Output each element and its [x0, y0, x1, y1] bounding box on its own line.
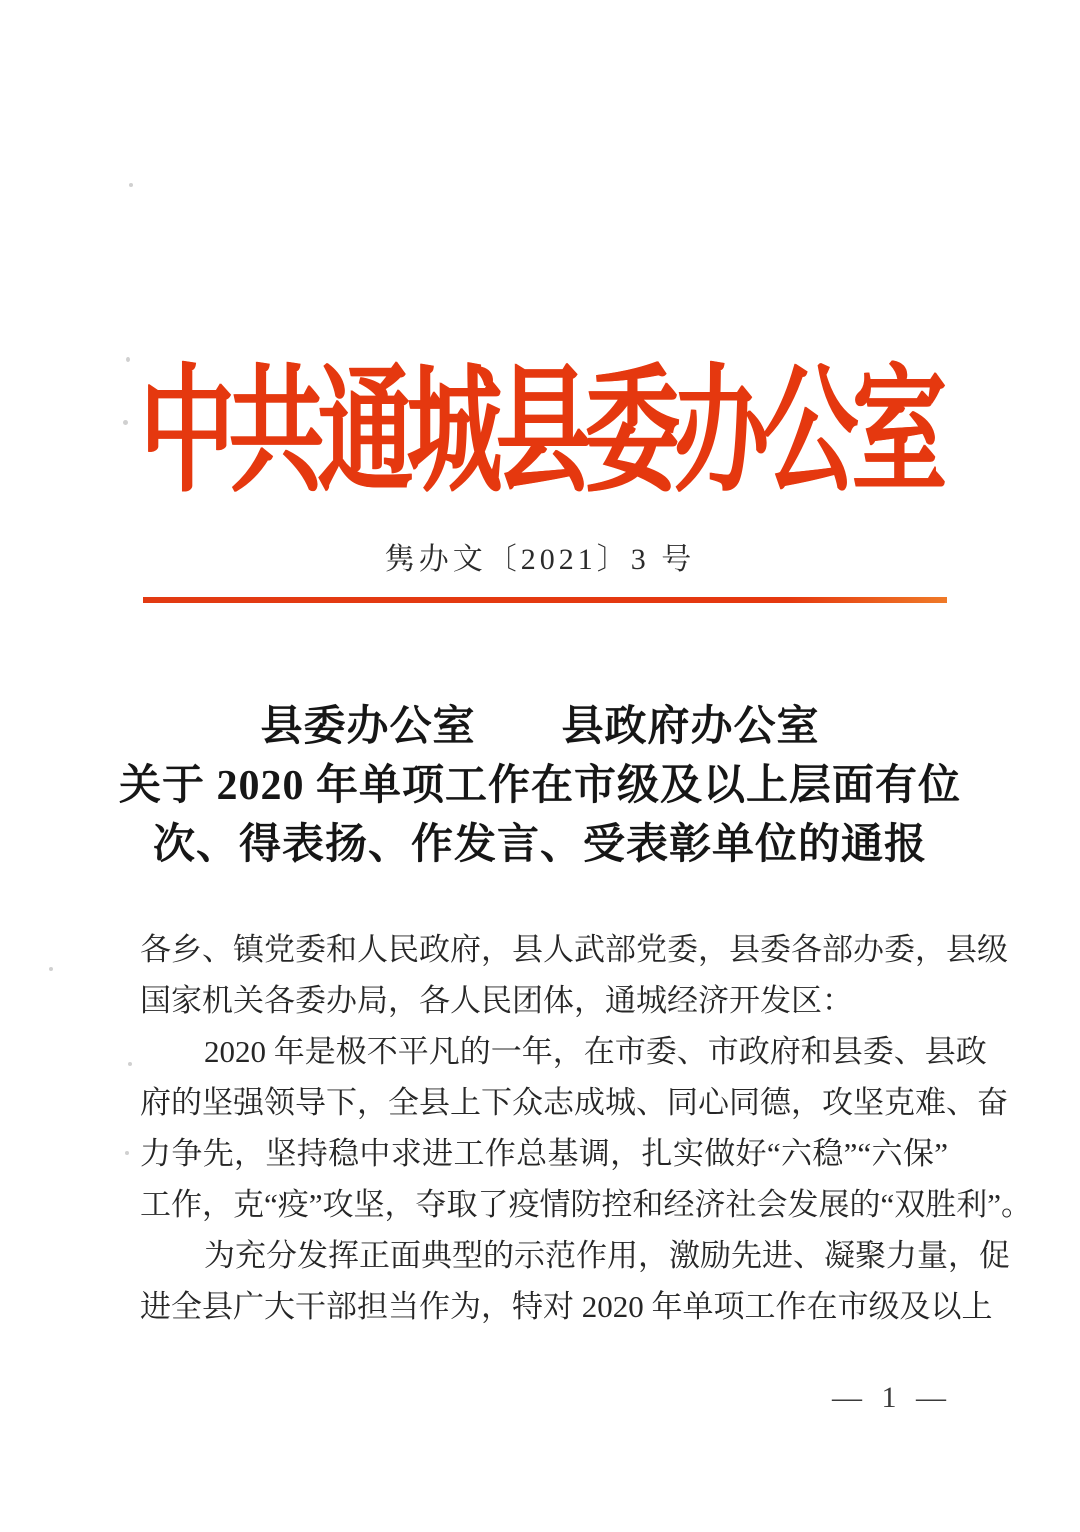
body-paragraph-2-line-3: 力争先，坚持稳中求进工作总基调，扎实做好“六稳”“六保” [140, 1136, 948, 1171]
document-body [140, 924, 1033, 1332]
document-title [95, 698, 985, 875]
page-number: — 1 — [832, 1381, 952, 1414]
scan-speck [129, 183, 133, 187]
document-title-line-3: 次、得表扬、作发言、受表彰单位的通报 [152, 822, 927, 868]
body-paragraph-3-line-1: 为充分发挥正面典型的示范作用，激励先进、凝聚力量，促 [204, 1238, 1010, 1273]
body-addressees-line-1: 各乡、镇党委和人民政府，县人武部党委，县委各部办委，县级 [140, 932, 1008, 967]
scan-speck [125, 1151, 129, 1155]
red-divider-rule [143, 597, 947, 603]
body-addressees-line-2: 国家机关各委办局，各人民团体，通城经济开发区： [140, 983, 853, 1018]
document-title-line-2: 关于 2020 年单项工作在市级及以上层面有位 [118, 763, 961, 809]
document-title-line-1: 县委办公室 县政府办公室 [260, 704, 820, 750]
issuer-masthead [0, 322, 1080, 510]
body-paragraph-3-line-2: 进全县广大干部担当作为，特对 2020 年单项工作在市级及以上 [140, 1289, 993, 1324]
issuer-masthead-text: 中共通城县委办公室 [139, 355, 941, 510]
body-paragraph-2-line-2: 府的坚强领导下，全县上下众志成城、同心同德，攻坚克难、奋 [140, 1085, 1008, 1120]
body-paragraph-2-line-1: 2020 年是极不平凡的一年，在市委、市政府和县委、县政 [204, 1034, 987, 1069]
scan-speck [49, 967, 53, 971]
doc-reference-number: 隽办文〔2021〕3 号 [384, 543, 696, 576]
scan-speck [128, 1062, 132, 1066]
body-paragraph-2-line-4: 工作，克“疫”攻坚，夺取了疫情防控和经济社会发展的“双胜利”。 [140, 1187, 1033, 1222]
